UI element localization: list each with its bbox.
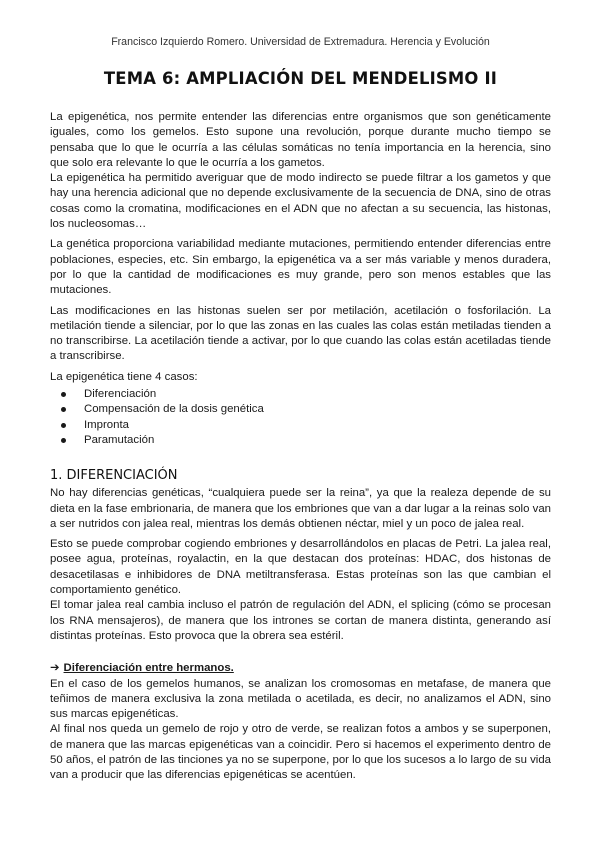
list-item-label: Impronta <box>84 418 129 431</box>
page-title: TEMA 6: AMPLIACIÓN DEL MENDELISMO II <box>103 69 498 88</box>
section-heading: 1. DIFERENCIACIÓN <box>50 468 178 484</box>
page-header: Francisco Izquierdo Romero. Universidad de Extremadura. Herencia y Evolución <box>111 36 490 48</box>
list-item <box>84 402 551 417</box>
list-item-label: Diferenciación <box>84 388 157 401</box>
list-item-label: Compensación de la dosis genética <box>84 403 264 416</box>
list-item <box>84 433 551 448</box>
list-item-label: Paramutación <box>84 433 155 446</box>
subsection-label: Diferenciación entre hermanos. <box>63 662 234 675</box>
list-item <box>84 387 551 402</box>
intro-paragraph: La epigenética, nos permite entender las diferencias entre organismos que son genéticamente iguales, como los gemelos. Esto supone una revolución, porque durante mucho tiempo se pensaba que lo que le ocurría a las células somáticas no tenía importancia en la herencia, sino que solo era relevante lo que le ocurría a los gametos. <box>50 111 551 169</box>
bullet-icon <box>61 438 66 443</box>
intro-paragraph: La epigenética ha permitido averiguar que de modo indirecto se puede filtrar a los gametos y que hay una herencia adicional que no depende exclusivamente de la secuencia de DNA, sino de otras cosas como la cromatina, modificaciones en el ADN que no afectan a su secuencia, las histonas, los nucleosomas… <box>50 172 551 231</box>
list-item <box>84 418 551 433</box>
intro-paragraph: La genética proporciona variabilidad mediante mutaciones, permitiendo entender diferencias entre poblaciones, especies, etc. Sin embargo, la epigenética va a ser más variable y menos duradera, por lo que la cantidad de modificaciones es muy grande, pero son menos estables que las mutaciones. <box>50 238 551 297</box>
section-paragraph: El tomar jalea real cambia incluso el patrón de regulación del ADN, el splicing (cómo se procesan los RNA mensajeros), de manera que los intrones se cortan de manera distinta, generando así distintas proteínas. Esto provoca que la obrera sea estéril. <box>50 599 551 642</box>
subsection-paragraph: Al final nos queda un gemelo de rojo y otro de verde, se realizan fotos a ambos y se superponen, de manera que las marcas epigenéticas van a coincidir. Pero si hacemos el experimento dentro de 50 años, el patrón de las tinciones ya no se superpone, por lo que los sucesos a lo largo de su vida van a producir que las diferencias epigenéticas se acentúen. <box>50 723 551 782</box>
bullet-icon <box>61 423 66 428</box>
cases-list <box>50 387 551 448</box>
subsection-heading <box>50 661 551 676</box>
bullet-icon <box>61 407 66 412</box>
subsection-paragraph: En el caso de los gemelos humanos, se analizan los cromosomas en metafase, de manera que teñimos de manera exclusiva la zona metilada o acetilada, es decir, no analizamos el ADN, sino sus marcas epigenéticas. <box>50 677 551 721</box>
intro-paragraph: Las modificaciones en las histonas suelen ser por metilación, acetilación o fosforilación. La metilación tiende a silenciar, por lo que las zonas en las cuales las colas están metiladas tienden a no transcribirse. La acetilación tiende a activar, por lo que cuando las colas están acetiladas tiende a transcribirse. <box>50 304 551 363</box>
intro-paragraph: La epigenética tiene 4 casos: <box>50 370 198 383</box>
bullet-icon <box>61 392 66 397</box>
section-paragraph: No hay diferencias genéticas, “cualquiera puede ser la reina”, ya que la realeza depende de su dieta en la fase embrionaria, de manera que los embriones que van a dar lugar a la reinas solo van a ser nutridos con jalea real, mientras los demás obtienen néctar, miel y un poco de jalea real. <box>50 487 551 530</box>
arrow-icon: ➔ <box>50 662 60 675</box>
section-paragraph: Esto se puede comprobar cogiendo embriones y desarrollándolos en placas de Petri. La jalea real, posee agua, proteínas, royalactin, en la que destacan dos proteínas: HDAC, dos histonas de desacetilasas e inhibidores de DNA metiltransferasa. Estas proteínas son las que cambian el comportamiento genético. <box>50 538 551 597</box>
